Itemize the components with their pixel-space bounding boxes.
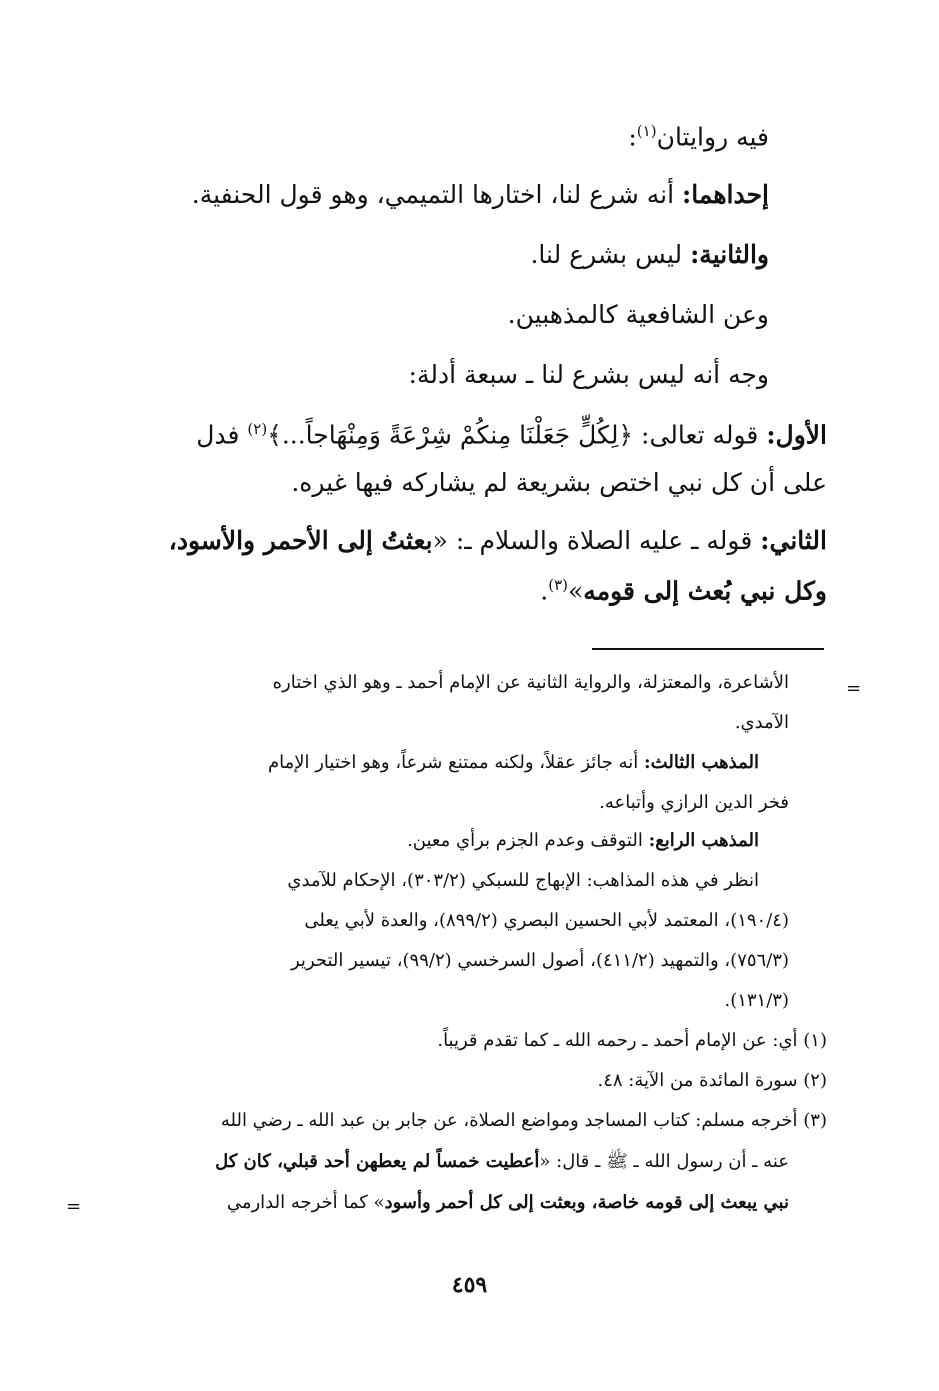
text: ليس بشرع لنا. (530, 240, 691, 269)
text: » كما أخرجه الدارمي (226, 1192, 385, 1213)
footnote-line (215, 1150, 789, 1176)
footnote-line (407, 830, 759, 851)
main-line-8 (169, 526, 827, 555)
text: فدل (196, 420, 248, 450)
bold-label: الأول: (766, 420, 827, 450)
quran-verse: قوله تعالى: ﴿لِكُلٍّ جَعَلْنَا مِنكُمْ شِرْعَةً وَمِنْهَاجاً...﴾ (267, 420, 767, 450)
footnote-3 (221, 1110, 827, 1131)
text: (٧٥٦/٣)، والتمهيد (٤١١/٢)، أصول السرخسي (٩٩/٢)، تيسير التحرير (291, 950, 789, 971)
text: قوله ـ عليه الصلاة والسلام ـ: « (432, 526, 761, 555)
text: أنه جائز عقلاً، ولكنه ممتنع شرعاً، وهو اختيار الإمام (267, 752, 645, 773)
footnote-1 (437, 1030, 827, 1051)
hadith-text: وكل نبي بُعث إلى قومه (583, 576, 827, 606)
main-line-1 (628, 122, 769, 151)
text: (١٣١/٣). (724, 990, 789, 1011)
text: عنه ـ أن رسول الله ـ ﷺ ـ قال: « (539, 1151, 789, 1172)
text: (١٩٠/٤)، المعتمد لأبي الحسين البصري (٨٩٩/٢)، والعدة لأبي يعلى (304, 910, 789, 931)
footnote-ref: (١) (636, 122, 657, 140)
footnote-line (287, 870, 759, 891)
continuation-mark: = (66, 1196, 82, 1217)
main-line-6 (196, 420, 827, 449)
footnote-line (599, 792, 789, 813)
text: : (628, 122, 637, 152)
text: أنه شرع لنا، اختارها التميمي، وهو قول الحنفية. (191, 180, 683, 209)
footnote-line (304, 910, 789, 931)
bold-label: إحداهما: (682, 180, 769, 209)
text: فخر الدين الرازي وأتباعه. (599, 792, 789, 813)
text: على أن كل نبي اختص بشريعة لم يشاركه فيها غيره. (291, 468, 827, 497)
main-line-4 (508, 300, 769, 329)
text: فيه روايتان (656, 122, 769, 152)
footnote-2 (597, 1070, 827, 1091)
text: الآمدي. (734, 712, 789, 733)
hadith-text: أعطيت خمساً لم يعطهن أحد قبلي، كان كل (215, 1151, 540, 1172)
text: (٣) أخرجه مسلم: كتاب المساجد ومواضع الصلاة، عن جابر بن عبد الله ـ رضي الله (220, 1110, 827, 1131)
bold-label: الثاني: (760, 526, 827, 555)
hadith-text: نبي يبعث إلى قومه خاصة، وبعثت إلى كل أحمر وأسود (384, 1192, 789, 1213)
main-line-2 (192, 180, 769, 209)
hadith-text: بعثتُ إلى الأحمر والأسود، (168, 526, 433, 555)
footnote-ref: (٢) (247, 420, 268, 438)
footnote-ref: (٣) (548, 576, 568, 594)
footnote-line (724, 990, 789, 1011)
text: (١) أي: عن الإمام أحمد ـ رحمه الله ـ كما تقدم قريباً. (437, 1030, 827, 1051)
text: وعن الشافعية كالمذهبين. (507, 300, 769, 329)
continuation-mark: = (846, 678, 862, 699)
main-line-5 (409, 360, 769, 389)
main-line-3 (530, 240, 769, 269)
footnote-line (273, 672, 789, 693)
text: » (568, 576, 584, 606)
footnote-separator (592, 648, 824, 650)
text: الأشاعرة، والمعتزلة، والرواية الثانية عن الإمام أحمد ـ وهو الذي اختاره (272, 672, 789, 693)
bold-label: المذهب الثالث: (644, 752, 759, 773)
text: . (540, 576, 549, 606)
bold-label: المذهب الرابع: (648, 830, 759, 851)
main-line-9 (540, 576, 827, 605)
text: وجه أنه ليس بشرع لنا ـ سبعة أدلة: (408, 360, 769, 389)
text: التوقف وعدم الجزم برأي معين. (407, 830, 649, 851)
text: انظر في هذه المذاهب: الإبهاج للسبكي (٣٠٣/٢)، الإحكام للآمدي (287, 870, 759, 891)
text: (٢) سورة المائدة من الآية: ٤٨. (597, 1070, 827, 1091)
footnote-line (291, 950, 789, 971)
page-number: ٤٥٩ (451, 1272, 488, 1298)
main-line-7 (291, 468, 827, 497)
footnote-line (268, 752, 759, 773)
footnote-line (227, 1192, 789, 1213)
bold-label: والثانية: (690, 240, 769, 269)
footnote-line (735, 712, 789, 733)
